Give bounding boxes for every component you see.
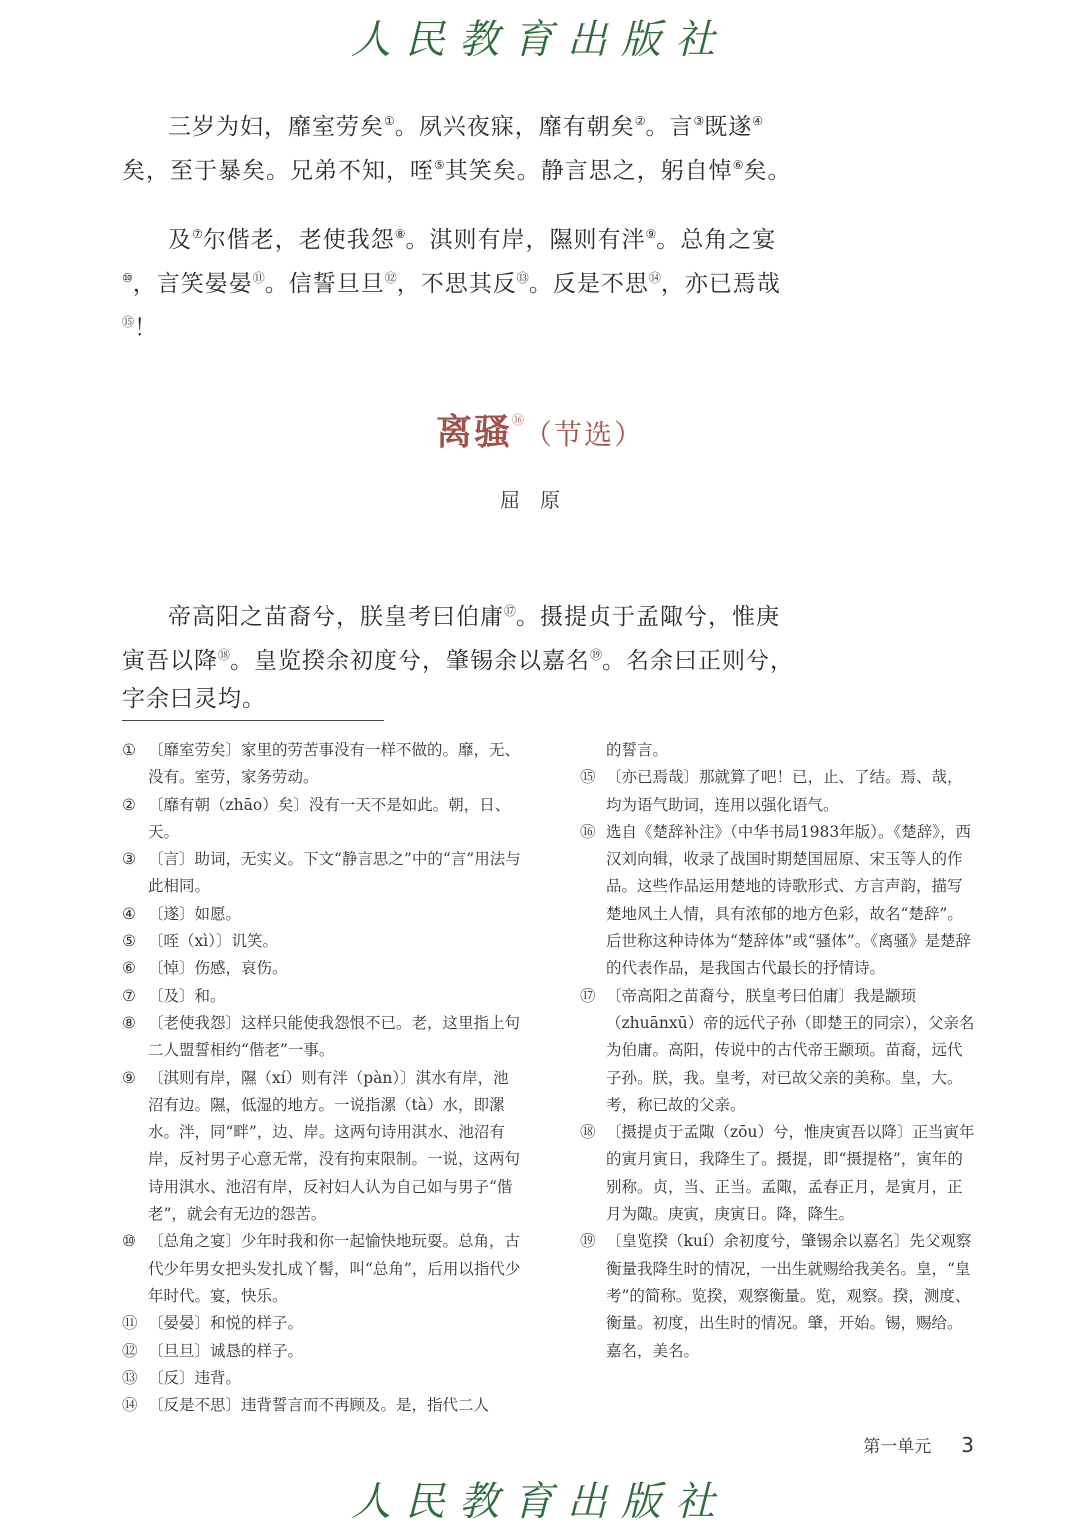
text: ，不思其反: [396, 271, 517, 297]
page-footer: [863, 1432, 974, 1457]
text: 。摄提贞于孟陬兮，惟庚寅吾以降: [122, 604, 781, 674]
footnote-number: ⑭: [122, 1396, 138, 1415]
footnote-text: 〔言〕助词，无实义。下文“静言思之”中的“言”用法与此相同。: [148, 850, 521, 896]
stanza-2: [122, 215, 802, 347]
text: 及: [168, 227, 192, 253]
note-ref[interactable]: ⑧: [394, 227, 406, 241]
note-ref[interactable]: ⑫: [384, 271, 397, 285]
page-number: 3: [961, 1433, 974, 1457]
footnote-text: 〔遂〕如愿。: [148, 904, 242, 923]
footnotes-right: [580, 737, 976, 1365]
footnote-text: 〔帝高阳之苗裔兮，朕皇考曰伯庸〕我是颛顼（zhuānxū）帝的远代子孙（即楚王的同宗），父亲名为伯庸。高阳，传说中的古代帝王颛顼。苗裔，远代子孙。朕，我。皇考，对已故父亲的美称。皇，大。考，称已故的父亲。: [606, 986, 975, 1114]
footnote-text: 〔老使我怨〕这样只能使我怨恨不已。老，这里指上句二人盟誓相约“偕老”一事。: [148, 1013, 521, 1060]
footnote-divider: [122, 720, 384, 721]
footnote: [580, 819, 976, 983]
footnote: [122, 792, 524, 847]
footnote-text: 〔淇则有岸，隰（xí）则有泮（pàn）〕淇水有岸，池沼有边。隰，低湿的地方。一说指漯（tà）水，即漯水。泮，同“畔”，边、岸。这两句诗用淇水、池沼有岸，反衬男子心意无常，没有拘束限制。一说，这两句诗用淇水、池沼有岸，反衬妇人认为自己如与男子“偕老”，就会有无边的怨苦。: [148, 1068, 521, 1224]
note-ref[interactable]: ⑦: [192, 227, 203, 241]
footnote: [122, 901, 524, 928]
footnote-number: ⑯: [580, 822, 596, 841]
text: 。夙兴夜寐，靡有朝矣: [394, 114, 635, 140]
footnote-text: 〔亦已焉哉〕那就算了吧！已，止、了结。焉、哉，均为语气助词，连用以强化语气。: [606, 768, 963, 814]
footnote-number: ⑦: [122, 986, 136, 1005]
stanza-1: [122, 102, 802, 190]
footnote-text: 〔晏晏〕和悦的样子。: [148, 1314, 304, 1333]
text: 既遂: [704, 114, 753, 140]
text: ，言笑晏晏: [132, 271, 253, 297]
footnote: [122, 1392, 524, 1419]
title-text: 离骚: [435, 411, 512, 453]
text: 其笑矣。静言思之，躬自悼: [444, 158, 733, 184]
note-ref[interactable]: ⑱: [218, 648, 231, 662]
footnote-number: ⑮: [580, 768, 596, 787]
footnote-text: 〔反〕违背。: [148, 1368, 242, 1387]
note-ref[interactable]: ⑭: [648, 271, 661, 285]
text: 。皇览揆余初度兮，肇锡余以嘉名: [230, 648, 591, 674]
footnote-number: ⑤: [122, 932, 136, 951]
footnote: [122, 846, 524, 901]
footnote-text: 〔反是不思〕违背誓言而不再顾及。是，指代二人: [148, 1396, 490, 1415]
note-ref[interactable]: ⑮: [122, 315, 135, 329]
footnote: [122, 1365, 524, 1392]
footnote-number: ⑨: [122, 1068, 136, 1087]
note-ref[interactable]: ⑰: [504, 604, 517, 618]
footnote-number: ⑲: [580, 1232, 596, 1251]
footnote-text: 〔旦旦〕诚恳的样子。: [148, 1341, 304, 1360]
unit-label: 第一单元: [863, 1437, 932, 1457]
footnote-number: ⑫: [122, 1341, 138, 1360]
text: ，亦已焉哉: [660, 271, 781, 297]
author: 屈原: [500, 488, 580, 512]
note-ref[interactable]: ⑥: [732, 158, 744, 172]
footnote: [122, 1010, 524, 1065]
note-ref[interactable]: ⑪: [252, 271, 265, 285]
footnote-number: ⑥: [122, 959, 136, 978]
footnote-number: ⑪: [122, 1314, 138, 1333]
publisher-watermark: 人民教育出版社: [351, 1479, 729, 1525]
footnote: [122, 955, 524, 982]
text: 矣。: [743, 158, 792, 184]
footnote: [122, 1310, 524, 1337]
note-ref[interactable]: ④: [752, 114, 764, 128]
footnote-text: 〔及〕和。: [148, 986, 226, 1005]
footnote: [122, 1065, 524, 1229]
footnote-number: ⑱: [580, 1123, 596, 1142]
note-ref[interactable]: ③: [693, 114, 705, 128]
publisher-watermark: 人民教育出版社: [351, 17, 729, 63]
text: 。总角之宴: [656, 227, 777, 253]
footnote-text: 〔总角之宴〕少年时我和你一起愉快地玩耍。总角，古代少年男女把头发扎成丫髻，叫“总角”，后用以指代少年时代。宴，快乐。: [148, 1232, 521, 1305]
page-title: [0, 404, 1080, 455]
footnote-number: ⑧: [122, 1013, 136, 1032]
footnote-text: 〔靡有朝（zhāo）矣〕没有一天不是如此。朝，日、天。: [148, 795, 511, 841]
text: 矣，至于暴矣。兄弟不知，咥: [122, 158, 434, 184]
footnote: [580, 1228, 976, 1364]
footnote: [122, 928, 524, 955]
footnote-text: 〔皇览揆（kuí）余初度兮，肇锡余以嘉名〕先父观察衡量我降生时的情况，一出生就赐给我美名。皇，“皇考”的简称。览揆，观察衡量。览，观察。揆，测度、衡量。初度，出生时的情况。肇，开始。锡，赐给。嘉名，美名。: [606, 1232, 972, 1360]
text: 尔偕老，老使我怨: [202, 227, 395, 253]
footnote: [122, 1338, 524, 1365]
footnote: [580, 1119, 976, 1228]
note-ref[interactable]: ⑲: [590, 648, 603, 662]
text: 。反是不思: [528, 271, 649, 297]
footnote-number: ⑬: [122, 1368, 138, 1387]
footnote-number: ③: [122, 850, 136, 869]
note-ref[interactable]: ⑯: [511, 413, 524, 427]
text: 。信誓旦旦: [264, 271, 385, 297]
stanza-3: [122, 592, 802, 718]
text: 。言: [645, 114, 694, 140]
footnotes-left: [122, 737, 524, 1419]
note-ref[interactable]: ①: [384, 114, 395, 128]
text: 。淇则有岸，隰则有泮: [405, 227, 646, 253]
footnote-text: 选自《楚辞补注》（中华书局1983年版）。《楚辞》，西汉刘向辑，收录了战国时期楚国屈原、宋玉等人的作品。这些作品运用楚地的诗歌形式、方言声韵，描写楚地风土人情，具有浓郁的地方色彩，故名“楚辞”。后世称这种诗体为“楚辞体”或“骚体”。《离骚》是楚辞的代表作品，是我国古代最长的抒情诗。: [606, 822, 971, 978]
note-ref[interactable]: ⑨: [645, 227, 657, 241]
footnote-continuation: 的誓言。: [606, 741, 669, 759]
footnote-number: ④: [122, 904, 136, 923]
text: 帝高阳之苗裔兮，朕皇考曰伯庸: [168, 604, 504, 630]
footnote: [580, 983, 976, 1119]
footnote-number: ②: [122, 795, 136, 814]
note-ref[interactable]: ⑩: [122, 271, 133, 285]
note-ref[interactable]: ②: [634, 114, 646, 128]
note-ref[interactable]: ⑤: [434, 158, 445, 172]
text: 三岁为妇，靡室劳矣: [168, 114, 384, 140]
footnote-text: 〔靡室劳矣〕家里的劳苦事没有一样不做的。靡，无、没有。室劳，家务劳动。: [148, 741, 521, 787]
footnote-number: ①: [122, 741, 136, 759]
footnote-text: 〔摄提贞于孟陬（zōu）兮，惟庚寅吾以降〕正当寅年的寅月寅日，我降生了。摄提，即“摄提格”，寅年的别称。贞，当、正当。孟陬，孟春正月，是寅月，正月为陬。庚寅，庚寅日。降，降生。: [606, 1123, 975, 1224]
subtitle: （节选）: [524, 418, 645, 451]
footnote-number: ⑰: [580, 986, 596, 1005]
text: 。名余曰正则兮，字余曰灵均。: [122, 648, 795, 712]
footnote-text: 〔咥（xì）〕讥笑。: [148, 932, 278, 951]
footnote: [122, 1228, 524, 1310]
footnote-number: ⑩: [122, 1232, 136, 1251]
footnote: [122, 737, 524, 792]
note-ref[interactable]: ⑬: [516, 271, 529, 285]
footnote: [580, 764, 976, 819]
footnote: [122, 983, 524, 1010]
text: ！: [134, 315, 159, 341]
footnote-text: 〔悼〕伤感，哀伤。: [148, 959, 288, 978]
